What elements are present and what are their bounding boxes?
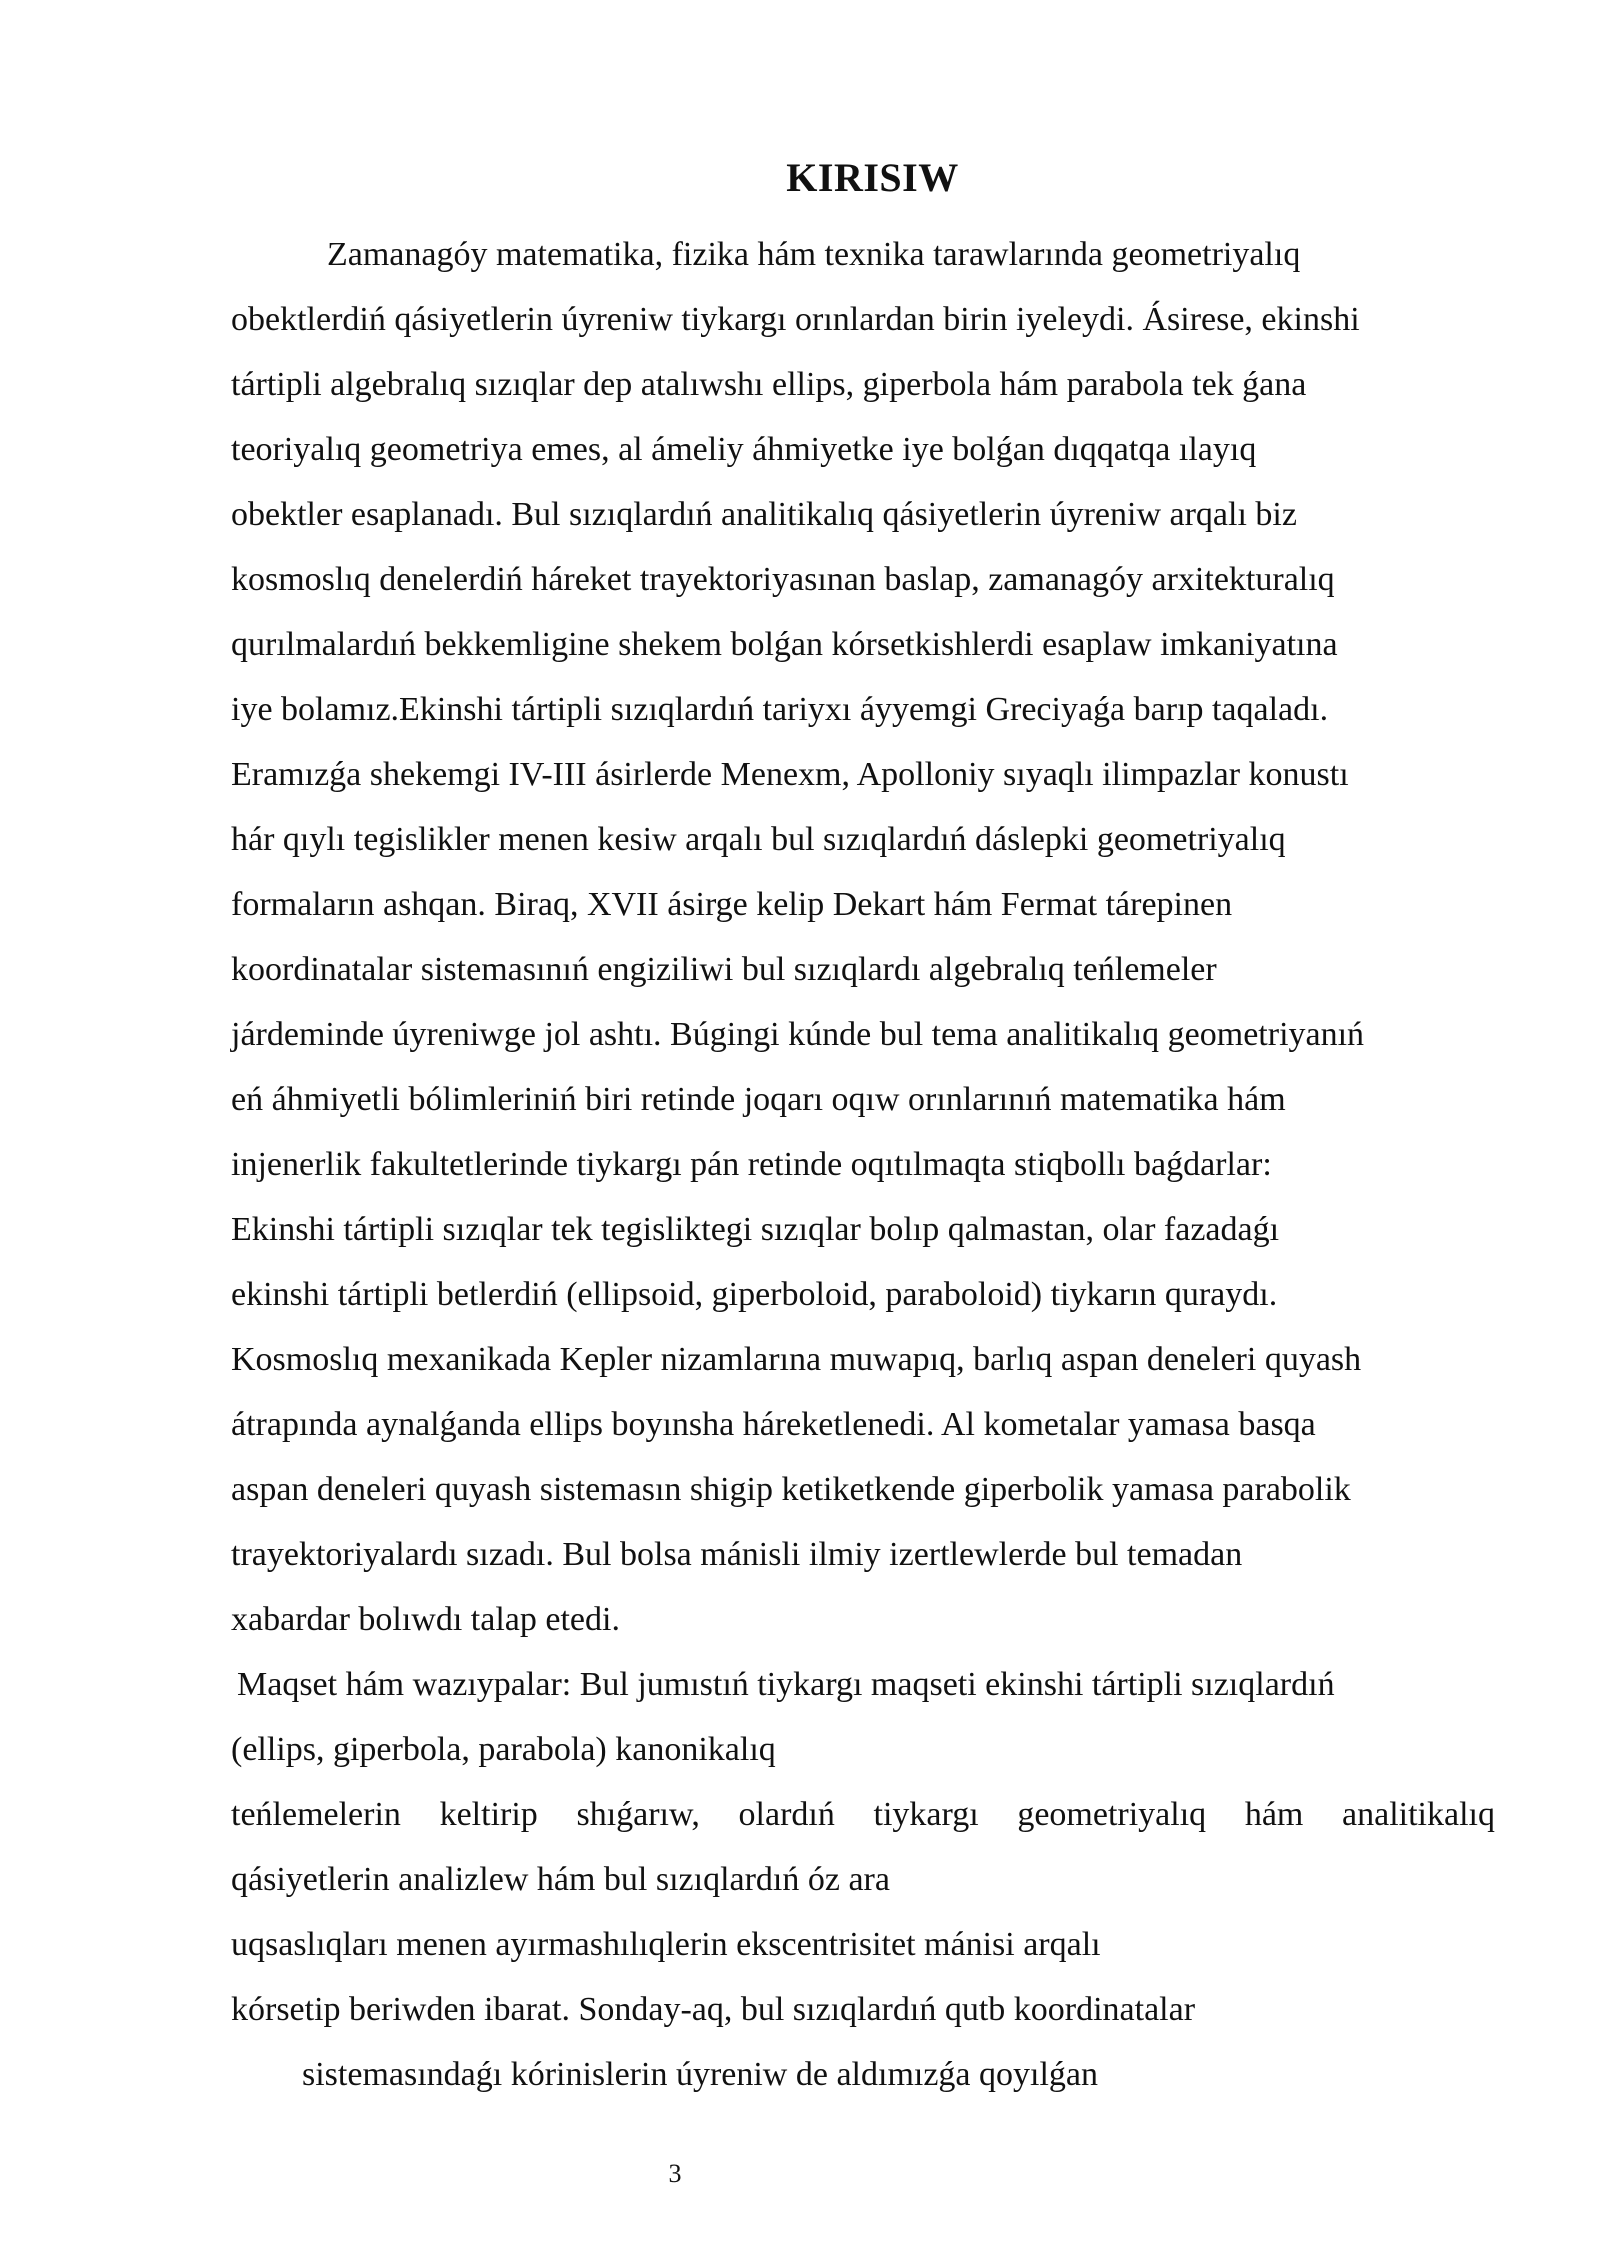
text-line: qurılmalardıń bekkemligine shekem bolǵan kórsetkishlerdi esaplaw imkaniyatına xyxy=(231,626,1338,663)
text-line: járdeminde úyreniwge jol ashtı. Búgingi kúnde bul tema analitikalıq geometriyanıń xyxy=(231,1016,1365,1053)
text-line: kosmoslıq denelerdiń háreket trayektoriyasınan baslap, zamanagóy arxitekturalıq xyxy=(231,561,1335,598)
text-line: trayektoriyalardı sızadı. Bul bolsa mánisli ilmiy izertlewlerde bul temadan xyxy=(231,1536,1243,1573)
text-line: Kosmoslıq mexanikada Kepler nizamlarına muwapıq, barlıq aspan deneleri quyash xyxy=(231,1341,1362,1378)
text-line: injenerlik fakultetlerinde tiykargı pán retinde oqıtılmaqta stiqbollı baǵdarlar: xyxy=(231,1146,1272,1183)
text-line: Zamanagóy matematika, fizika hám texnika tarawlarında geometriyalıq xyxy=(327,236,1301,273)
text-line: iye bolamız.Ekinshi tártipli sızıqlardıń tariyxı áyyemgi Greciyaǵa barıp taqaladı. xyxy=(231,691,1329,728)
text-line: Ekinshi tártipli sızıqlar tek tegisliktegi sızıqlar bolıp qalmastan, olar fazadaǵı xyxy=(231,1211,1280,1248)
text-line: teoriyalıq geometriya emes, al ámeliy áhmiyetke iye bolǵan dıqqatqa ılayıq xyxy=(231,431,1257,468)
text-line: obektlerdiń qásiyetlerin úyreniw tiykargı orınlardan birin iyeleydi. Ásirese, ekinshi xyxy=(231,301,1360,338)
page-title: KIRISIW xyxy=(786,155,959,200)
text-line: Maqset hám wazıypalar: Bul jumıstıń tiykargı maqseti ekinshi tártipli sızıqlardıń xyxy=(237,1666,1335,1703)
text-line: aspan deneleri quyash sistemasın shigip ketiketkende giperbolik yamasa parabolik xyxy=(231,1471,1351,1508)
text-line: obektler esaplanadı. Bul sızıqlardıń analitikalıq qásiyetlerin úyreniw arqalı biz xyxy=(231,496,1297,533)
text-line: (ellips, giperbola, parabola) kanonikalıq xyxy=(231,1731,776,1768)
text-line: Eramızǵa shekemgi IV-III ásirlerde Menexm, Apolloniy sıyaqlı ilimpazlar konustı xyxy=(231,756,1349,793)
text-line: koordinatalar sistemasınıń engiziliwi bul sızıqlardı algebralıq teńlemeler xyxy=(231,951,1217,988)
text-line: kórsetip beriwden ibarat. Sonday-aq, bul sızıqlardıń qutb koordinatalar xyxy=(231,1991,1196,2028)
text-line: eń áhmiyetli bólimleriniń biri retinde joqarı oqıw orınlarınıń matematika hám xyxy=(231,1081,1286,1118)
text-line: xabardar bolıwdı talap etedi. xyxy=(231,1601,620,1638)
text-line: ekinshi tártipli betlerdiń (ellipsoid, giperboloid, paraboloid) tiykarın quraydı. xyxy=(231,1276,1278,1313)
text-line: uqsaslıqları menen ayırmashılıqlerin ekscentrisitet mánisi arqalı xyxy=(231,1926,1101,1963)
text-line: tártipli algebralıq sızıqlar dep atalıwshı ellips, giperbola hám parabola tek ǵana xyxy=(231,366,1307,403)
text-line: formaların ashqan. Biraq, XVII ásirge kelip Dekart hám Fermat tárepinen xyxy=(231,886,1233,923)
text-line: sistemasındaǵı kórinislerin úyreniw de aldımızǵa qoyılǵan xyxy=(302,2056,1098,2093)
text-line: qásiyetlerin analizlew hám bul sızıqlardıń óz ara xyxy=(231,1861,890,1898)
text-line: hár qıylı tegislikler menen kesiw arqalı bul sızıqlardıń dáslepki geometriyalıq xyxy=(231,821,1286,858)
page-number: 3 xyxy=(668,2159,682,2188)
text-line: teńlemelerin keltirip shıǵarıw, olardıń tiykargı geometriyalıq hám analitikalıq xyxy=(231,1796,1495,1833)
text-line: átrapında aynalǵanda ellips boyınsha háreketlenedi. Al kometalar yamasa basqa xyxy=(231,1406,1316,1443)
